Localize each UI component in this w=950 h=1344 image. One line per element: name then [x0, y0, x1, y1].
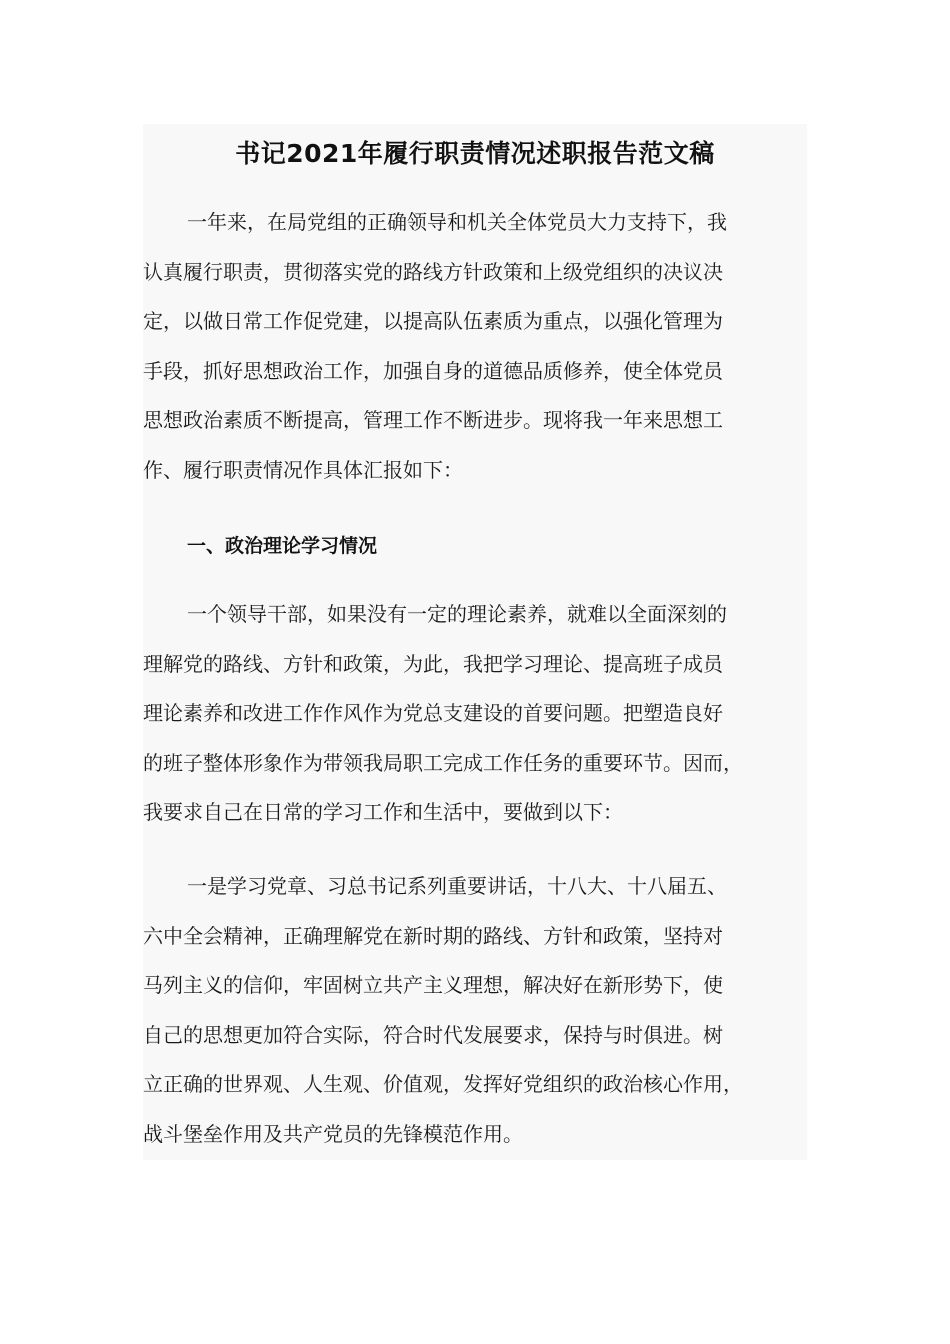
paragraph-line: 我要求自己在日常的学习工作和生活中，要做到以下：: [143, 800, 623, 824]
paragraph-line: 自己的思想更加符合实际，符合时代发展要求，保持与时俱进。树: [143, 1022, 723, 1047]
paragraph-line: 作、履行职责情况作具体汇报如下：: [143, 457, 463, 482]
paragraph-line: 理论素养和改进工作作风作为党总支建设的首要问题。把塑造良好: [143, 701, 723, 725]
paragraph-line: 的班子整体形象作为带领我局职工完成工作任务的重要环节。因而，: [143, 750, 743, 775]
document-title: 书记2021年履行职责情况述职报告范文稿: [235, 139, 715, 168]
paragraph-line: 认真履行职责，贯彻落实党的路线方针政策和上级党组织的决议决: [143, 259, 723, 284]
paragraph-line: 六中全会精神，正确理解党在新时期的路线、方针和政策，坚持对: [143, 923, 723, 948]
paragraph-line: 立正确的世界观、人生观、价值观，发挥好党组织的政治核心作用，: [143, 1072, 743, 1096]
paragraph-line: 定，以做日常工作促党建，以提高队伍素质为重点，以强化管理为: [143, 309, 723, 333]
paragraph-line: 马列主义的信仰，牢固树立共产主义理想，解决好在新形势下，使: [143, 973, 723, 997]
paragraph-line: 一是学习党章、习总书记系列重要讲话，十八大、十八届五、: [187, 874, 727, 898]
paragraph-line: 思想政治素质不断提高，管理工作不断进步。现将我一年来思想工: [143, 408, 723, 432]
paragraph-line: 战斗堡垒作用及共产党员的先锋模范作用。: [143, 1121, 523, 1146]
paragraph-line: 手段，抓好思想政治工作，加强自身的道德品质修养，使全体党员: [143, 358, 723, 383]
section-heading: 一、政治理论学习情况: [187, 535, 378, 557]
paragraph-study-points: [143, 862, 743, 1159]
paragraph-intro: [143, 198, 727, 495]
paragraph-line: 理解党的路线、方针和政策，为此，我把学习理论、提高班子成员: [143, 651, 723, 676]
paragraph-line: 一个领导干部，如果没有一定的理论素养，就难以全面深刻的: [187, 602, 727, 626]
paragraph-line: 一年来，在局党组的正确领导和机关全体党员大力支持下，我: [187, 210, 727, 234]
paragraph-theory: [143, 590, 743, 838]
